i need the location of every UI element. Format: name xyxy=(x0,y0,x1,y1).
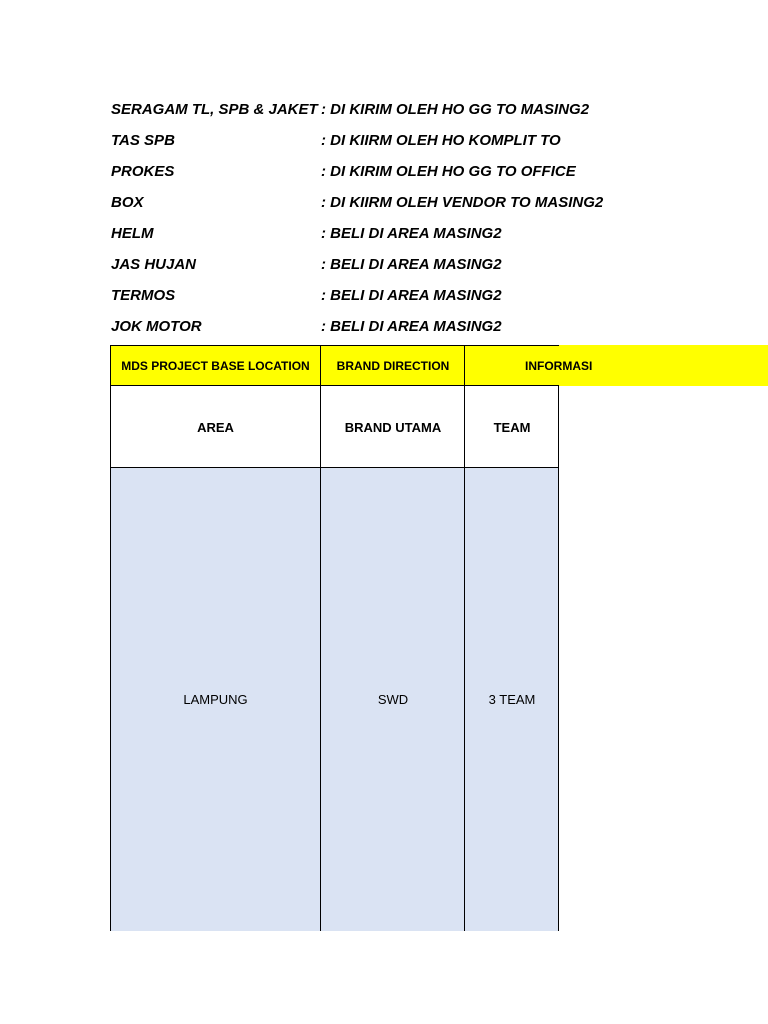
header-brand-direction-label: BRAND DIRECTION xyxy=(336,358,450,373)
header-information[interactable] xyxy=(465,345,768,386)
cell-team-value: 3 TEAM xyxy=(488,692,536,707)
note-label: PROKES xyxy=(111,163,175,180)
table-cell-brand-utama[interactable] xyxy=(321,468,465,931)
grid-line xyxy=(110,345,559,346)
cell-brand-utama-value: SWD xyxy=(377,692,409,707)
column-header-team-label: TEAM xyxy=(493,419,531,435)
note-value: : DI KIRIM OLEH HO GG TO OFFICE xyxy=(321,163,576,180)
header-location[interactable] xyxy=(110,345,321,386)
header-brand-direction[interactable] xyxy=(321,345,465,386)
column-header-area[interactable] xyxy=(110,386,321,468)
note-value: : DI KIIRM OLEH HO KOMPLIT TO xyxy=(321,132,561,149)
note-value: : BELI DI AREA MASING2 xyxy=(321,225,502,242)
table-cell-area[interactable] xyxy=(110,468,321,931)
note-label: TAS SPB xyxy=(111,132,175,149)
grid-line xyxy=(110,385,559,386)
column-header-team[interactable] xyxy=(465,386,559,468)
note-label: JOK MOTOR xyxy=(111,318,202,335)
note-value: : DI KIIRM OLEH VENDOR TO MASING2 xyxy=(321,194,604,211)
header-information-label: INFORMASI xyxy=(525,358,593,373)
grid-line xyxy=(464,345,465,931)
column-header-area-label: AREA xyxy=(197,419,234,435)
cell-area-value: LAMPUNG xyxy=(183,692,248,707)
note-value: : BELI DI AREA MASING2 xyxy=(321,318,502,335)
note-label: BOX xyxy=(111,194,144,211)
note-label: HELM xyxy=(111,225,154,242)
note-value: : BELI DI AREA MASING2 xyxy=(321,287,502,304)
header-location-label: MDS PROJECT BASE LOCATION xyxy=(121,358,310,373)
note-label: TERMOS xyxy=(111,287,176,304)
table-cell-team[interactable] xyxy=(465,468,559,931)
note-label: SERAGAM TL, SPB & JAKET xyxy=(111,101,318,118)
column-header-brand-utama[interactable] xyxy=(321,386,465,468)
grid-line xyxy=(320,345,321,931)
grid-line xyxy=(110,467,559,468)
note-value: : DI KIRIM OLEH HO GG TO MASING2 xyxy=(321,101,590,118)
column-header-brand-utama-label: BRAND UTAMA xyxy=(344,419,442,435)
note-value: : BELI DI AREA MASING2 xyxy=(321,256,502,273)
grid-line xyxy=(110,345,111,931)
note-label: JAS HUJAN xyxy=(111,256,197,273)
